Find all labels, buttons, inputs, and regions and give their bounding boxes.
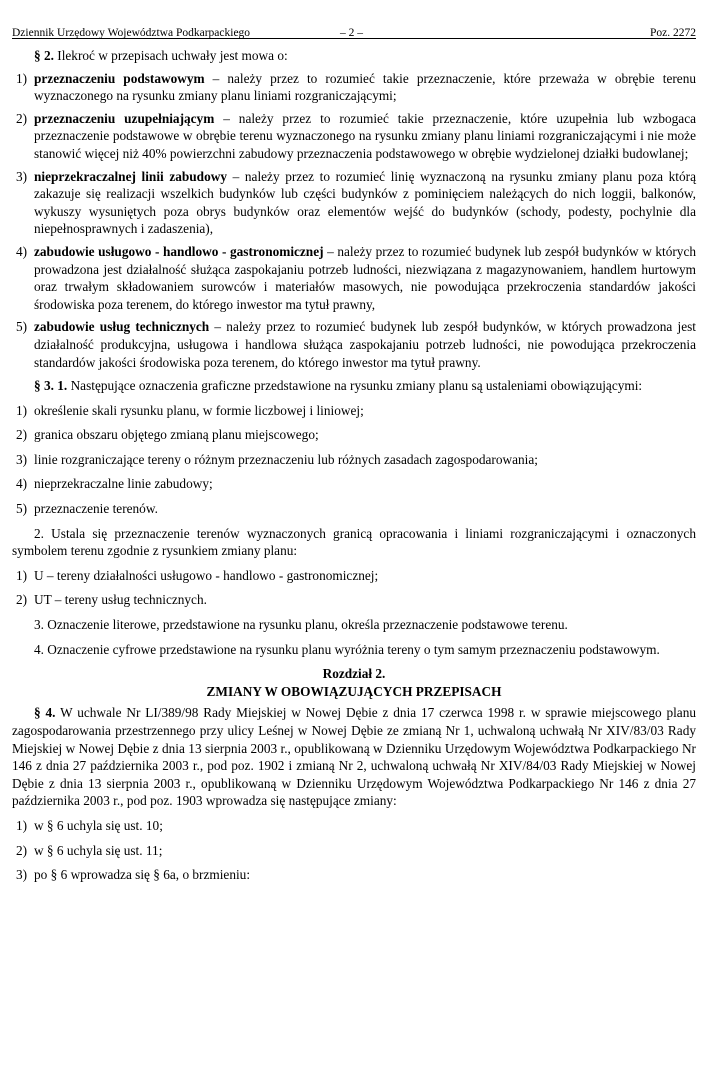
section-2-lead [12, 47, 696, 65]
item-text: UT – tereny usług technicznych. [34, 592, 207, 608]
definition-text: – należy przez to rozumieć budynek lub zespół budynków w których prowadzona jest działalność służąca zaspokajaniu potrzeb ludności, niezwiązana z magazynowaniem, handlem hurtowym oraz trwałym składowaniem surowców i materiałów masowych, nie powodująca przekroczenia standardów jakości środowiska poza terenem, do którego inwestor ma tytuł prawny, [34, 243, 697, 312]
header-page-number: – 2 – [340, 27, 363, 39]
document-page [12, 0, 696, 884]
item-number: 1) [16, 817, 28, 833]
item-number: 2) [16, 110, 28, 126]
item-number: 3) [16, 451, 28, 467]
section-3-text: Następujące oznaczenia graficzne przedstawione na rysunku zmiany planu są ustaleniami obowiązującymi: [67, 378, 643, 394]
item-text: po § 6 wprowadza się § 6a, o brzmieniu: [34, 867, 251, 883]
definition-text: – należy przez to rozumieć takie przeznaczenie, które przeważa w obrębie terenu wyznaczonego na rysunku zmiany planu liniami rozgraniczającymi; [34, 70, 697, 104]
chapter-number: Rozdział 2. [322, 666, 386, 682]
item-number: 2) [16, 842, 28, 858]
item-text: w § 6 uchyla się ust. 10; [34, 817, 163, 833]
item-number: 1) [16, 402, 28, 418]
item-number: 4) [16, 243, 28, 259]
list-item [12, 402, 696, 420]
definition-term: zabudowie usługowo - handlowo - gastronomicznej [34, 243, 324, 259]
item-number: 2) [16, 427, 28, 443]
list-item [12, 591, 696, 609]
definition-term: zabudowie usług technicznych [34, 319, 210, 335]
header-position: Poz. 2272 [650, 27, 696, 39]
item-text: przeznaczenie terenów. [34, 501, 158, 517]
list-item [12, 842, 696, 860]
definition-item-2 [12, 110, 696, 163]
section-4-number: § 4. [34, 705, 56, 721]
definition-term: przeznaczeniu uzupełniającym [34, 110, 215, 126]
list-item [12, 866, 696, 884]
list-item [12, 426, 696, 444]
item-text: w § 6 uchyla się ust. 11; [34, 842, 163, 858]
definition-item-4 [12, 243, 696, 313]
section-2-number: § 2. [34, 48, 54, 63]
list-item [12, 475, 696, 493]
definition-item-1 [12, 70, 696, 105]
definition-text: – należy przez to rozumieć takie przeznaczenie, które uzupełnia lub wzbogaca przeznaczenie podstawowe w obrębie terenu wyznaczonego na rysunku zmiany planu liniami rozgraniczającymi i nie może stanowić więcej niż 40% powierzchni zabudowy przeznaczenia podstawowego w obrębie wydzielonej działki budowlanej; [34, 110, 697, 161]
item-number: 1) [16, 70, 28, 86]
item-number: 5) [16, 501, 28, 517]
item-text: granica obszaru objętego zmianą planu miejscowego; [34, 427, 319, 443]
section-3-lead [12, 377, 696, 395]
item-number: 3) [16, 168, 28, 184]
definition-term: przeznaczeniu podstawowym [34, 70, 205, 86]
item-number: 4) [16, 476, 28, 492]
section-3-number: § 3. 1. [34, 378, 68, 394]
section-3-paragraph-3: 3. Oznaczenie literowe, przedstawione na rysunku planu, określa przeznaczenie podstawowe terenu. [34, 617, 568, 633]
list-item [12, 451, 696, 469]
section-4-text: W uchwale Nr LI/389/98 Rady Miejskiej w Nowej Dębie z dnia 17 czerwca 1998 r. w sprawie miejscowego planu zagospodarowania przestrzennego przy ulicy Leśnej w Nowej Dębie ze zmianą Nr 1, uchwaloną uchwałą Nr XIV/83/03 Rady Miejskiej w Nowej Dębie z dnia 13 sierpnia 2003 r., opublikowaną w Dzienniku Urzędowym Województwa Podkarpackiego Nr 146 z dnia 27 października 2003 r., pod poz. 1902 i zmianą Nr 2, uchwaloną uchwałą Nr XIV/84/03 Rady Miejskiej w Nowej Dębie z dnia 13 sierpnia 2003 r., opublikowaną w Dzienniku Urzędowym Województwa Podkarpackiego Nr 146 z dnia 27 października 2003 r., pod poz. 1903 wprowadza się następujące zmiany: [12, 705, 696, 809]
definition-text: – należy przez to rozumieć budynek lub zespół budynków, w których prowadzona jest działalność produkcyjna, usługowa i handlowa służąca zaspokajaniu potrzeb ludności, nie powodująca przekroczenia standardów jakości środowiska poza terenem, do którego inwestor ma tytuł prawny. [34, 319, 697, 370]
item-number: 2) [16, 592, 28, 608]
section-3-paragraph-4: 4. Oznaczenie cyfrowe przedstawione na rysunku planu wyróżnia tereny o tym samym przeznaczeniu podstawowym. [34, 641, 660, 657]
list-item [12, 817, 696, 835]
item-text: U – tereny działalności usługowo - handlowo - gastronomicznej; [34, 567, 379, 583]
item-text: nieprzekraczalne linie zabudowy; [34, 476, 213, 492]
definition-text: – należy przez to rozumieć linię wyznaczoną na rysunku zmiany planu poza którą zakazuje się realizacji wszelkich budynków lub części budynków z pominięciem należących do nich loggii, balkonów, wykuszy wysuniętych poza obrys budynków oraz elementów wejść do budynków (schody, podesty, pochylnie dla niepełnosprawnych i zadaszenia), [34, 168, 696, 237]
header-journal-title: Dziennik Urzędowy Województwa Podkarpackiego [12, 27, 251, 39]
chapter-title: ZMIANY W OBOWIĄZUJĄCYCH PRZEPISACH [206, 683, 502, 699]
list-item [12, 567, 696, 585]
item-text: linie rozgraniczające tereny o różnym przeznaczeniu lub różnych zasadach zagospodarowania; [34, 451, 538, 467]
list-item [12, 500, 696, 518]
definition-term: nieprzekraczalnej linii zabudowy [34, 168, 227, 184]
section-4-lead [12, 704, 696, 810]
definition-item-3 [12, 168, 696, 238]
section-2-text: Ilekroć w przepisach uchwały jest mowa o: [53, 48, 288, 63]
definition-item-5 [12, 318, 696, 371]
item-number: 5) [16, 319, 28, 335]
page-header [12, 0, 696, 39]
section-3-paragraph-2: 2. Ustala się przeznaczenie terenów wyznaczonych granicą opracowania i liniami rozgraniczającymi i oznaczonych symbolem terenu zgodnie z rysunkiem zmiany planu: [12, 525, 696, 559]
item-number: 1) [16, 567, 28, 583]
item-number: 3) [16, 867, 28, 883]
item-text: określenie skali rysunku planu, w formie liczbowej i liniowej; [34, 402, 364, 418]
